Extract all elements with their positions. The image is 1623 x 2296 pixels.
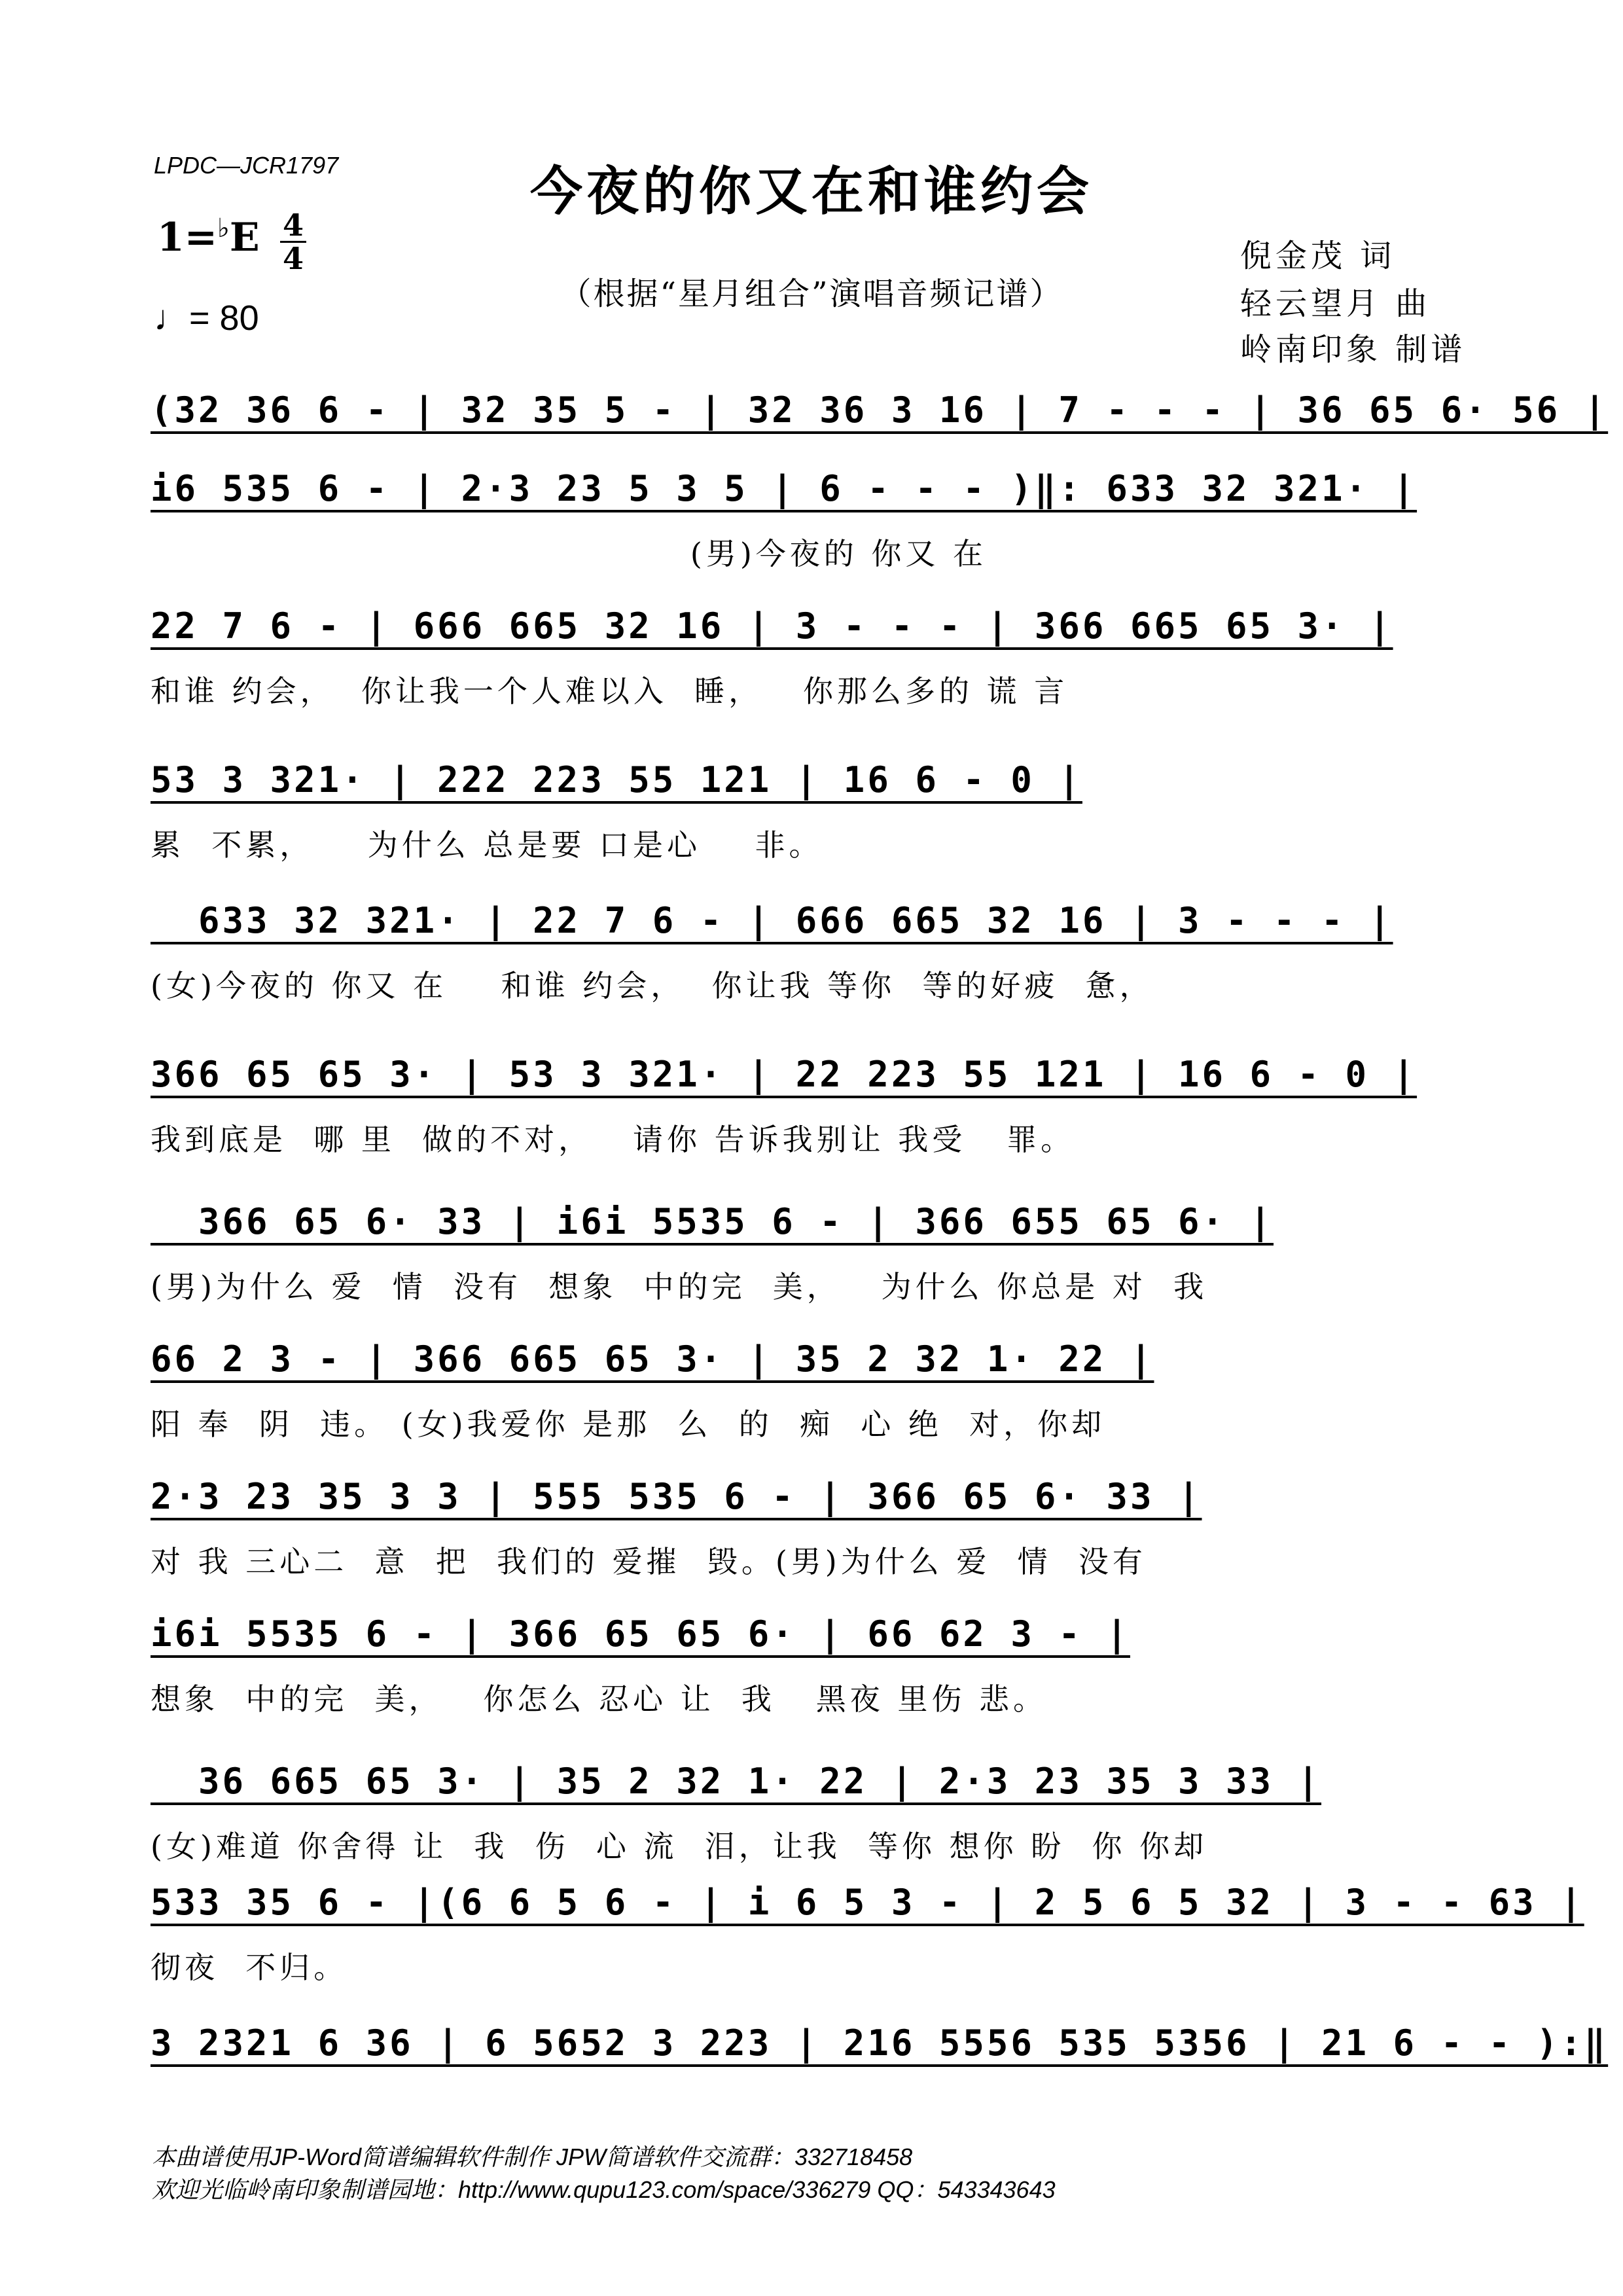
composer-credit: 轻云望月 曲 bbox=[1240, 285, 1431, 322]
score-line bbox=[151, 1882, 1584, 1993]
lyricist-credit: 倪金茂 词 bbox=[1240, 238, 1396, 274]
lyrics: 彻夜 不归。 bbox=[151, 1950, 348, 1985]
notation: 22 7 6 - | 666 665 32 16 | 3 - - - | 366 665 65 3· | bbox=[151, 605, 1393, 647]
key-signature bbox=[157, 213, 260, 260]
lyrics: 阳 奉 阴 违。 (女)我爱你 是那 么 的 痴 心 绝 对，你却 bbox=[151, 1407, 1106, 1442]
score-line bbox=[151, 605, 1479, 717]
notation: 2·3 23 35 3 3 | 555 535 6 - | 366 65 6· 33 | bbox=[151, 1476, 1202, 1517]
lyrics: 我到底是 哪 里 做的不对， 请你 告诉我别让 我受 罪。 bbox=[151, 1122, 1075, 1157]
score-line bbox=[151, 1476, 1479, 1587]
song-title: 今夜的你又在和谁约会 bbox=[530, 160, 1093, 222]
flat-sign: ♭ bbox=[217, 213, 230, 243]
notation: 366 65 65 3· | 53 3 321· | 22 223 55 121 | 16 6 - 0 | bbox=[151, 1054, 1418, 1095]
notation: 66 2 3 - | 366 665 65 3· | 35 2 32 1· 22 | bbox=[151, 1338, 1154, 1380]
notation: i6i 5535 6 - | 366 65 65 6· | 66 62 3 - | bbox=[151, 1613, 1130, 1655]
score-line bbox=[151, 1338, 1479, 1450]
notation: i6 535 6 - | 2·3 23 5 3 5 | 6 - - - )‖: 633 32 321· | bbox=[151, 468, 1418, 509]
transcriber-credit: 岭南印象 制谱 bbox=[1240, 331, 1467, 368]
footer-website-note: 欢迎光临岭南印象制谱园地：http://www.qupu123.com/space/336279 QQ：543343643 bbox=[152, 2176, 1056, 2203]
lyrics: 想象 中的完 美， 你怎么 忍心 让 我 黑夜 里伤 悲。 bbox=[151, 1681, 1047, 1717]
key-note: E bbox=[229, 215, 260, 260]
notation: 53 3 321· | 222 223 55 121 | 16 6 - 0 | bbox=[151, 759, 1082, 800]
score-line bbox=[151, 2022, 1609, 2134]
score-line bbox=[151, 759, 1479, 870]
lyrics: 累 不累， 为什么 总是要 口是心 非。 bbox=[151, 827, 823, 863]
score-line bbox=[151, 1761, 1479, 1872]
lyrics: 和谁 约会， 你让我一个人难以入 睡， 你那么多的 谎 言 bbox=[151, 673, 1069, 709]
meter-bottom: 4 bbox=[282, 241, 304, 276]
meter-top: 4 bbox=[282, 207, 304, 243]
notation: 36 665 65 3· | 35 2 32 1· 22 | 2·3 23 35 3 33 | bbox=[151, 1761, 1322, 1802]
lyrics: (男)今夜的 你又 在 bbox=[151, 536, 988, 571]
score-line bbox=[151, 1201, 1479, 1312]
footer-software-note: 本曲谱使用JP-Word简谱编辑软件制作 JPW简谱软件交流群：332718458 bbox=[152, 2144, 913, 2170]
key-prefix: 1= bbox=[157, 215, 218, 260]
tempo-marking: ♩= 80 bbox=[154, 298, 259, 338]
song-subtitle: （根据“星月组合”演唱音频记谱） bbox=[560, 276, 1063, 312]
score-line bbox=[151, 1613, 1479, 1725]
time-signature bbox=[280, 207, 306, 276]
score-line bbox=[151, 1054, 1479, 1165]
notation: 633 32 321· | 22 7 6 - | 666 665 32 16 | 3 - - - | bbox=[151, 900, 1393, 941]
lyrics: (女)难道 你舍得 让 我 伤 心 流 泪，让我 等你 想你 盼 你 你却 bbox=[151, 1829, 1208, 1864]
notation: 3 2321 6 36 | 6 5652 3 223 | 216 5556 535 5356 | 21 6 - - ):‖ bbox=[151, 2022, 1609, 2064]
score-line bbox=[151, 468, 1479, 579]
notation: (32 36 6 - | 32 35 5 - | 32 36 3 16 | 7 - - - | 36 65 6· 56 | bbox=[151, 389, 1609, 431]
score-code: LPDC—JCR1797 bbox=[154, 152, 339, 179]
lyrics: (女)今夜的 你又 在 和谁 约会， 你让我 等你 等的好疲 惫， bbox=[151, 968, 1154, 1003]
score-line bbox=[151, 900, 1479, 1011]
notation: 533 35 6 - |(6 6 5 6 - | i 6 5 3 - | 2 5 6 5 32 | 3 - - 63 | bbox=[151, 1882, 1584, 1923]
lyrics: 对 我 三心二 意 把 我们的 爱摧 毁。(男)为什么 爱 情 没有 bbox=[151, 1544, 1147, 1579]
notation: 366 65 6· 33 | i6i 5535 6 - | 366 655 65 6· | bbox=[151, 1201, 1274, 1242]
lyrics: (男)为什么 爱 情 没有 想象 中的完 美， 为什么 你总是 对 我 bbox=[151, 1269, 1208, 1304]
